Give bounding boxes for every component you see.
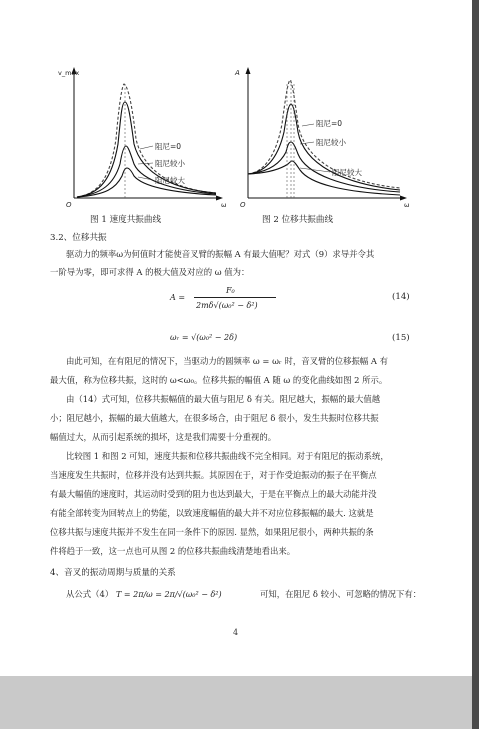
para4-line-5: 位移共振与速度共振并不发生在同一条件下的原因. 显然，如果阻尼很小，两种共振的条 xyxy=(50,527,374,537)
eq14-fraction-bar xyxy=(194,297,276,298)
fig1-legend-1: 阻尼较小 xyxy=(155,159,185,168)
fig2-origin: O xyxy=(240,201,246,209)
fig2-y-label: A xyxy=(235,69,240,77)
section-heading-4: 4、音叉的振动周期与质量的关系 xyxy=(50,568,176,578)
fig1-y-label: v_max xyxy=(58,69,80,77)
figure-2-caption: 图 2 位移共振曲线 xyxy=(262,215,334,225)
para4-line-3: 有最大幅值的速度时，其运动时受到的阻力也达到最大，于是在平衡点上的最大动能并没 xyxy=(50,489,377,499)
eq14-numerator: F₀ xyxy=(226,286,235,295)
para3-line-2: 小；阻尼越小，振幅的最大值越大，在很多场合，由于阻尼 δ 很小，发生共振时位移共振 xyxy=(50,413,379,423)
section-heading-3-2: 3.2、位移共振 xyxy=(50,233,107,243)
eq14-denominator: 2mδ√(ω₀² − δ²) xyxy=(196,301,258,310)
fig1-legend-0: 阻尼=0 xyxy=(155,142,182,151)
para4-line-1: 比较图 1 和图 2 可知，速度共振和位移共振曲线不完全相同。对于有阻尼的振动系统， xyxy=(66,451,389,461)
eq15-formula: ωᵣ = √(ω₀² − 2δ) xyxy=(170,333,238,342)
para1-line-2: 一阶导为零，即可求得 A 的极大值及对应的 ω 值为： xyxy=(50,267,250,277)
para4-line-2: 当速度发生共振时，位移并没有达到共振。其原因在于，对于作受迫振动的振子在平衡点 xyxy=(50,470,377,480)
fig2-legend-2: 阻尼较大 xyxy=(332,168,362,177)
fig1-x-label: ω xyxy=(221,201,226,209)
para4-line-6: 件将趋于一致，这一点也可从图 2 的位移共振曲线清楚地看出来。 xyxy=(50,546,296,556)
para4-line-4: 有能全部转变为回转点上的势能，以致速度幅值的最大并不对应位移振幅的最大. 这就是 xyxy=(50,508,374,518)
para5-formula: T = 2π/ω = 2π/√(ω₀² − δ²) xyxy=(116,590,222,599)
eq15-number: (15) xyxy=(392,333,410,343)
viewer-scrollbar-edge[interactable] xyxy=(472,0,479,729)
para5-tail: 可知，在阻尼 δ 较小、可忽略的情况下有： xyxy=(260,589,422,599)
fig2-legend-0: 阻尼=0 xyxy=(316,119,343,128)
para2-line-1: 由此可知，在有阻尼的情况下，当驱动力的圆频率 ω = ωᵣ 时，音叉臂的位移振幅 A 有 xyxy=(66,356,388,366)
eq14-number: (14) xyxy=(392,292,410,302)
fig1-origin: O xyxy=(66,201,72,209)
eq14-lhs: A = xyxy=(170,293,186,302)
figure-displacement-resonance xyxy=(232,64,412,209)
figure-1-caption: 图 1 速度共振曲线 xyxy=(90,215,162,225)
para5-lead: 从公式（4） xyxy=(66,589,114,599)
para3-line-1: 由（14）式可知，位移共振幅值的最大值与阻尼 δ 有关。阻尼越大，振幅的最大值越 xyxy=(66,394,381,404)
para2-line-2: 最大值，称为位移共振，这时的 ω<ω₀。位移共振的幅值 A 随 ω 的变化曲线如图 2 所示。 xyxy=(50,375,388,385)
figure-velocity-resonance xyxy=(58,64,226,209)
fig2-x-label: ω xyxy=(404,201,410,209)
para3-line-3: 幅值过大，从而引起系统的损坏，这是我们需要十分重视的。 xyxy=(50,432,277,442)
fig2-legend-1: 阻尼较小 xyxy=(316,138,346,147)
page-number: 4 xyxy=(233,628,239,637)
fig1-legend-2: 阻尼较大 xyxy=(155,176,185,185)
para1-line-1: 驱动力的频率ω为何值时才能使音叉臂的振幅 A 有最大值呢？对式（9）求导并令其 xyxy=(66,249,375,259)
